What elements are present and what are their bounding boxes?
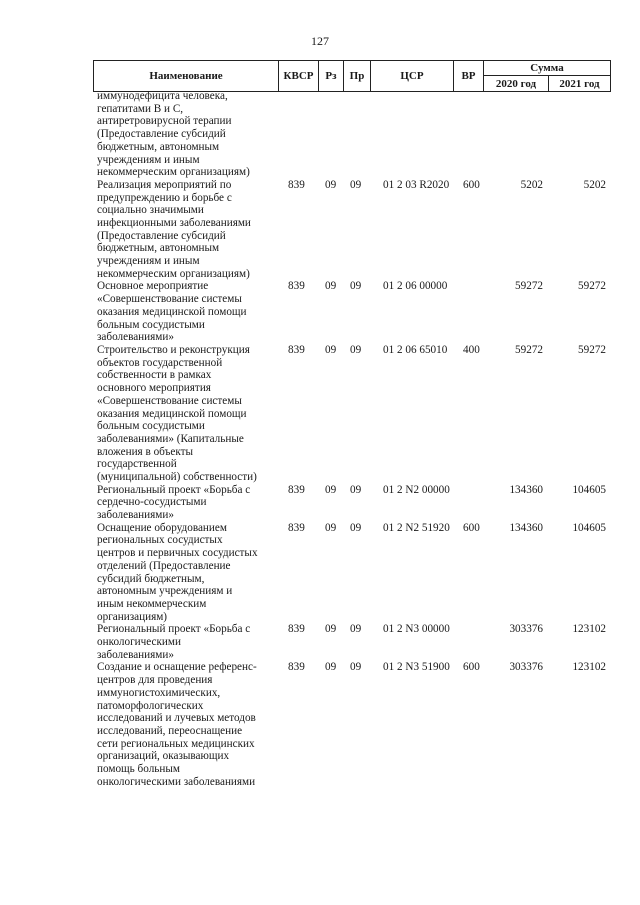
cell-kvsr: 839 — [288, 343, 305, 356]
header-year-2021: 2021 год — [559, 77, 600, 90]
cell-name-line: инфекционными заболеваниями — [97, 217, 251, 229]
cell-name-line: больным сосудистыми — [97, 318, 205, 331]
cell-pr: 09 — [350, 623, 362, 636]
cell-name-line: Региональный проект «Борьба с — [97, 483, 251, 496]
cell-name-line: основного мероприятия — [97, 382, 211, 395]
table-row — [0, 90, 640, 179]
cell-name-line: «Совершенствование системы — [97, 293, 242, 306]
header-rz: Рз — [318, 61, 343, 91]
cell-rz: 09 — [325, 521, 337, 534]
table-row — [0, 484, 640, 522]
cell-name-line: оказания медицинской помощи — [97, 305, 247, 318]
cell-name-line: Региональный проект «Борьба с — [97, 623, 251, 636]
cell-name-line: Реализация мероприятий по — [97, 178, 232, 191]
cell-rz: 09 — [325, 280, 337, 293]
cell-sum-2021: 104605 — [572, 521, 606, 534]
table-row — [0, 623, 640, 661]
cell-name-line: иммуногистохимических, — [97, 686, 221, 699]
cell-name-line: заболеваниями» (Капитальные — [97, 432, 244, 445]
cell-kvsr: 839 — [288, 623, 305, 636]
cell-name-line: сети региональных медицинских — [97, 737, 255, 750]
cell-csr: 01 2 06 00000 — [383, 280, 448, 293]
cell-name-line: организациям) — [97, 610, 168, 623]
cell-pr: 09 — [350, 661, 362, 674]
cell-pr: 09 — [350, 343, 362, 356]
cell-sum-2021: 123102 — [572, 623, 606, 636]
table-row — [0, 280, 640, 344]
header-pr: Пр — [343, 61, 370, 91]
cell-name-line: онкологическими заболеваниями — [97, 775, 256, 788]
cell-sum-2020: 303376 — [509, 623, 543, 636]
cell-name-line: региональных сосудистых — [97, 534, 223, 547]
cell-kvsr: 839 — [288, 280, 305, 293]
header-csr: ЦСР — [370, 61, 453, 91]
cell-sum-2020: 134360 — [509, 483, 543, 496]
cell-kvsr: 839 — [288, 483, 305, 496]
cell-name-line: учреждениям и иным — [97, 255, 200, 268]
cell-name-line: предупреждению и борьбе с — [97, 191, 232, 204]
cell-sum-2020: 303376 — [509, 661, 543, 674]
cell-csr: 01 2 N2 00000 — [383, 483, 450, 496]
cell-name-line: заболеваниями» — [97, 509, 174, 522]
cell-name — [97, 522, 272, 624]
cell-name-line: субсидий бюджетным, — [97, 572, 205, 585]
cell-name — [97, 90, 272, 179]
cell-name-line: больным сосудистыми — [97, 420, 205, 433]
cell-name — [97, 623, 272, 661]
cell-kvsr: 839 — [288, 521, 305, 534]
cell-csr: 01 2 N3 51900 — [383, 661, 450, 674]
cell-name-line: (муниципальной) собственности) — [97, 471, 257, 484]
cell-vr: 600 — [463, 521, 480, 534]
header-year-2020: 2020 год — [484, 76, 549, 91]
cell-sum-2020: 134360 — [509, 521, 543, 534]
cell-name-line: социально значимыми — [97, 204, 204, 217]
cell-sum-2021: 104605 — [572, 483, 606, 496]
cell-pr: 09 — [350, 521, 362, 534]
header-vr: ВР — [453, 61, 483, 91]
header-summa-group — [483, 61, 611, 91]
header-name: Наименование — [93, 61, 278, 91]
cell-kvsr: 839 — [288, 661, 305, 674]
cell-name-line: автономным учреждениям и — [97, 585, 233, 598]
cell-name-line: «Совершенствование системы — [97, 394, 242, 407]
cell-name — [97, 179, 272, 281]
cell-rz: 09 — [325, 623, 337, 636]
cell-name-line: Строительство и реконструкция — [97, 343, 250, 356]
cell-name-line: некоммерческим организациям) — [97, 166, 250, 179]
cell-name-line: патоморфологических — [97, 699, 204, 712]
cell-name-line: иммунодефицита человека, — [97, 90, 228, 102]
cell-rz: 09 — [325, 343, 337, 356]
cell-name-line: заболеваниями» — [97, 648, 174, 661]
cell-sum-2021: 59272 — [578, 343, 606, 356]
cell-name-line: вложения в объекты — [97, 445, 194, 458]
cell-name-line: бюджетным, автономным — [97, 242, 220, 255]
table-body — [0, 90, 640, 788]
cell-name-line: Основное мероприятие — [97, 280, 209, 293]
cell-sum-2020: 59272 — [515, 343, 543, 356]
table-row — [0, 179, 640, 281]
cell-name-line: объектов государственной — [97, 356, 223, 369]
cell-name — [97, 280, 272, 344]
cell-name-line: центров и первичных сосудистых — [97, 547, 258, 560]
header-summa: Сумма — [484, 61, 610, 76]
cell-csr: 01 2 03 R2020 — [383, 178, 450, 191]
cell-vr: 600 — [463, 661, 480, 674]
cell-sum-2021: 59272 — [578, 280, 606, 293]
cell-name-line: бюджетным, автономным — [97, 140, 220, 153]
cell-name-line: собственности в рамках — [97, 369, 212, 382]
cell-name-line: центров для проведения — [97, 674, 213, 687]
cell-name-line: иным некоммерческим — [97, 597, 207, 610]
cell-name — [97, 484, 272, 522]
cell-name-line: оказания медицинской помощи — [97, 407, 247, 420]
cell-kvsr: 839 — [288, 178, 305, 191]
cell-pr: 09 — [350, 178, 362, 191]
cell-name-line: отделений (Предоставление — [97, 559, 231, 572]
cell-name-line: учреждениям и иным — [97, 153, 200, 166]
cell-sum-2020: 5202 — [520, 178, 543, 191]
table-row — [0, 661, 640, 788]
cell-name-line: заболеваниями» — [97, 331, 174, 344]
cell-sum-2020: 59272 — [515, 280, 543, 293]
cell-csr: 01 2 N2 51920 — [383, 521, 450, 534]
cell-rz: 09 — [325, 483, 337, 496]
table-row — [0, 522, 640, 624]
cell-sum-2021: 5202 — [583, 178, 606, 191]
cell-pr: 09 — [350, 280, 362, 293]
cell-name-line: исследований, переоснащение — [97, 724, 243, 737]
cell-name-line: государственной — [97, 458, 177, 471]
cell-csr: 01 2 N3 00000 — [383, 623, 450, 636]
cell-csr: 01 2 06 65010 — [383, 343, 448, 356]
page-number: 127 — [311, 34, 329, 48]
cell-name — [97, 344, 272, 484]
cell-name-line: помощь больным — [97, 763, 180, 776]
cell-name-line: гепатитами В и С, — [97, 102, 184, 115]
table-row — [0, 344, 640, 484]
cell-vr: 400 — [463, 343, 480, 356]
cell-name-line: Оснащение оборудованием — [97, 521, 227, 534]
cell-name-line: некоммерческим организациям) — [97, 267, 250, 280]
cell-name-line: антиретровирусной терапии — [97, 115, 232, 128]
cell-pr: 09 — [350, 483, 362, 496]
cell-name — [97, 661, 272, 788]
cell-name-line: Создание и оснащение референс- — [97, 661, 257, 674]
cell-name-line: исследований и лучевых методов — [97, 712, 256, 725]
cell-name-line: (Предоставление субсидий — [97, 229, 226, 242]
cell-rz: 09 — [325, 178, 337, 191]
cell-rz: 09 — [325, 661, 337, 674]
cell-name-line: (Предоставление субсидий — [97, 128, 226, 141]
cell-vr: 600 — [463, 178, 480, 191]
table-header — [93, 60, 611, 92]
cell-name-line: сердечно-сосудистыми — [97, 496, 207, 509]
cell-name-line: организаций, оказывающих — [97, 750, 230, 763]
cell-sum-2021: 123102 — [572, 661, 606, 674]
cell-name-line: онкологическими — [97, 636, 181, 649]
header-kvsr: КВСР — [278, 61, 318, 91]
